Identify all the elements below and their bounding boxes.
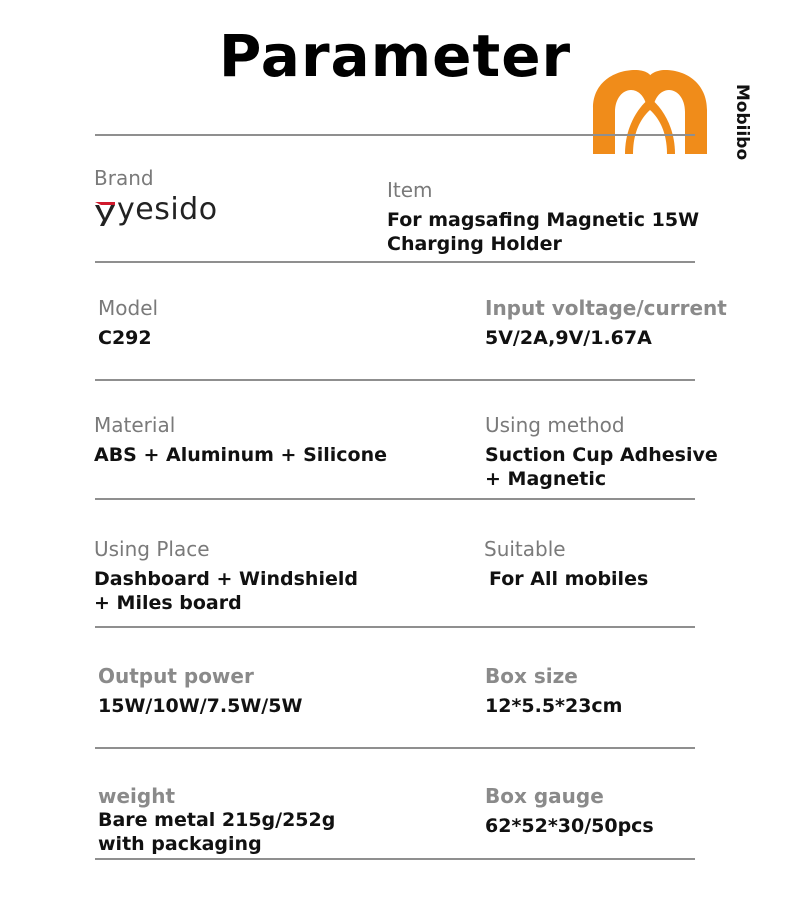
suitable-value: For All mobiles — [489, 568, 649, 590]
weight-value-line: with packaging — [98, 833, 262, 855]
using-place-label: Using Place — [94, 537, 210, 561]
divider — [95, 134, 695, 136]
brand-value: yesido — [117, 192, 218, 227]
divider — [95, 379, 695, 381]
using-place-value-line: + Miles board — [94, 592, 242, 614]
material-value: ABS + Aluminum + Silicone — [94, 444, 388, 466]
box-size-label: Box size — [485, 664, 578, 688]
using-method-label: Using method — [485, 413, 625, 437]
output-power-label: Output power — [98, 664, 254, 688]
weight-label: weight — [98, 784, 176, 808]
divider — [95, 626, 695, 628]
material-label: Material — [94, 413, 176, 437]
box-gauge-label: Box gauge — [485, 784, 604, 808]
divider — [95, 261, 695, 263]
model-value: C292 — [98, 327, 152, 349]
weight-value-line: Bare metal 215g/252g — [98, 809, 336, 831]
box-gauge-value: 62*52*30/50pcs — [485, 815, 654, 837]
page-title: Parameter — [218, 22, 572, 90]
suitable-label: Suitable — [484, 537, 566, 561]
watermark-text: Mobiibo — [732, 83, 753, 161]
item-label: Item — [387, 178, 433, 202]
box-size-value: 12*5.5*23cm — [485, 695, 623, 717]
divider — [95, 858, 695, 860]
using-method-value-line: + Magnetic — [485, 468, 607, 490]
divider — [95, 498, 695, 500]
brand-label: Brand — [94, 166, 154, 190]
divider — [95, 747, 695, 749]
item-value-line: For magsafing Magnetic 15W — [387, 209, 700, 231]
item-value-line: Charging Holder — [387, 233, 562, 255]
mobiibo-logo-icon — [585, 68, 715, 156]
input-voltage-value: 5V/2A,9V/1.67A — [485, 327, 652, 349]
yesido-logo-mark-icon — [95, 196, 117, 226]
model-label: Model — [98, 296, 159, 320]
using-place-value-line: Dashboard + Windshield — [94, 568, 358, 590]
using-method-value-line: Suction Cup Adhesive — [485, 444, 718, 466]
output-power-value: 15W/10W/7.5W/5W — [98, 695, 303, 717]
input-voltage-label: Input voltage/current — [485, 296, 727, 320]
